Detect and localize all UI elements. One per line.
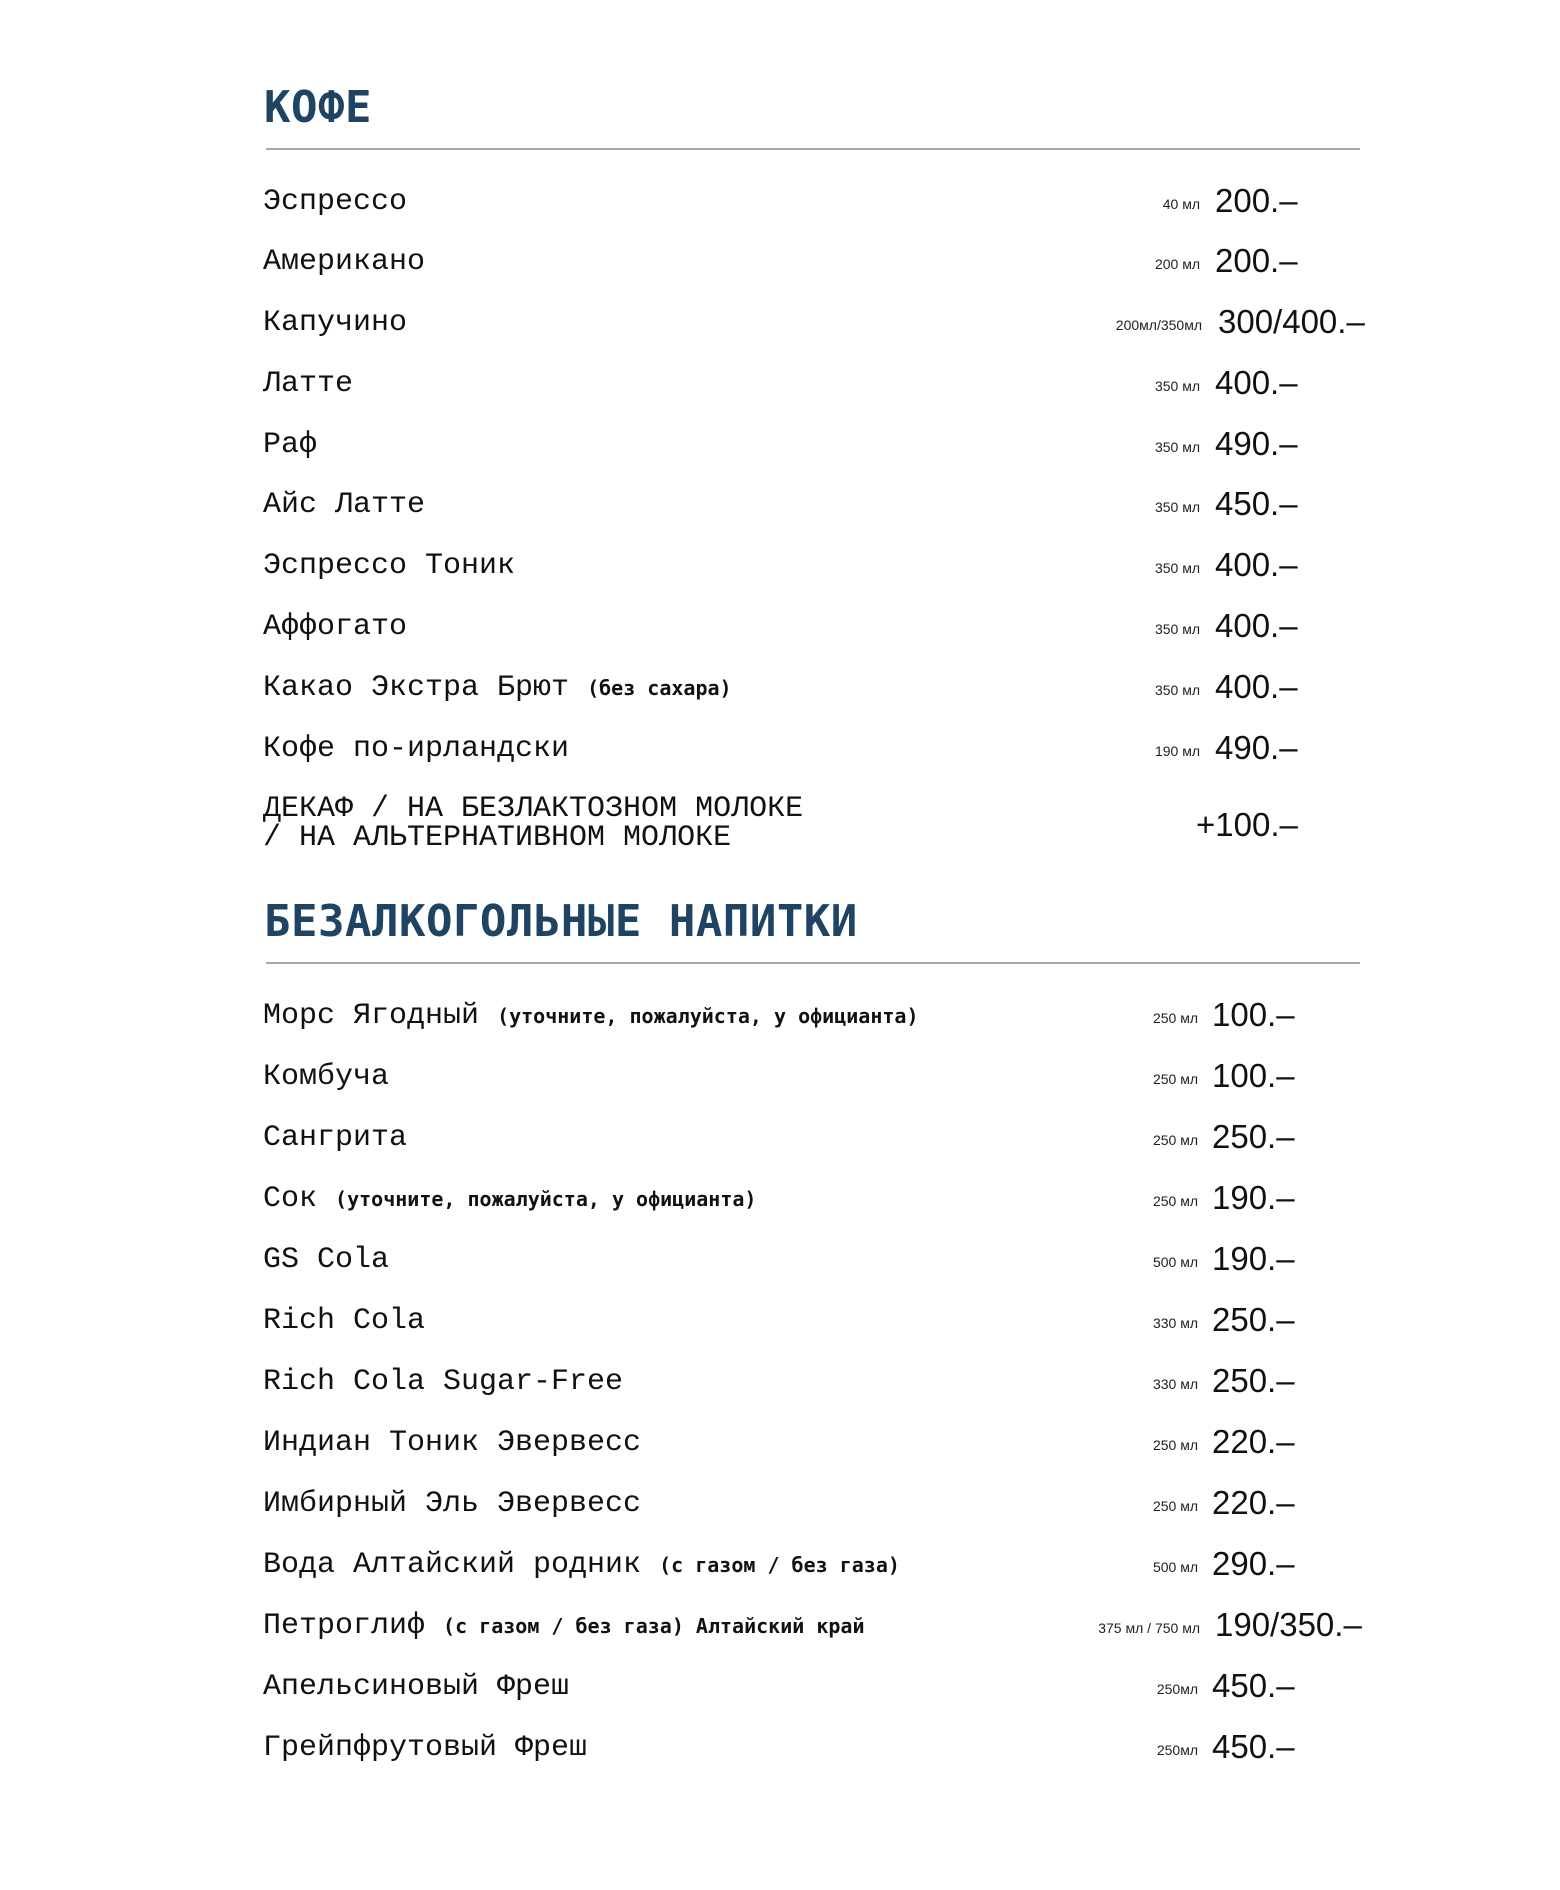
milk-option-price: +100.– [1196,806,1298,843]
menu-item [0,1240,1560,1280]
item-name-wrap [263,1179,756,1219]
item-note: (без сахара) [587,676,732,700]
item-volume: 350 мл [1154,378,1200,394]
item-name: Rich Cola [263,1304,426,1338]
item-price: 250.– [1212,1362,1295,1399]
item-price: 400.– [1215,546,1298,583]
item-volume: 350 мл [1154,439,1200,455]
item-name: Латте [263,367,354,401]
menu-item [0,1423,1560,1463]
menu-item [0,364,1560,404]
menu-item [0,1728,1560,1768]
item-name: Индиан Тоник Эвервесс [263,1426,642,1460]
item-price: 190/350.– [1215,1606,1362,1643]
milk-option-line-2: / НА АЛЬТЕРНАТИВНОМ МОЛОКЕ [263,821,732,855]
item-note: (с газом / без газа) Алтайский край [443,1614,865,1638]
item-price: 100.– [1212,996,1295,1033]
item-price: 400.– [1215,607,1298,644]
item-volume: 190 мл [1154,743,1200,759]
item-name: Айс Латте [263,488,426,522]
item-volume: 250 мл [1152,1437,1198,1453]
menu-item [0,546,1560,586]
item-price: 250.– [1212,1118,1295,1155]
item-price: 490.– [1215,425,1298,462]
menu-item [0,485,1560,525]
item-volume: 350 мл [1154,682,1200,698]
item-price: 100.– [1212,1057,1295,1094]
item-volume: 500 мл [1152,1559,1198,1575]
item-volume: 350 мл [1154,499,1200,515]
coffee-divider [266,148,1360,150]
menu-item [0,1362,1560,1402]
menu-item [0,996,1560,1036]
item-name: Грейпфрутовый Фреш [263,1731,588,1765]
milk-option-line-1: ДЕКАФ / НА БЕЗЛАКТОЗНОМ МОЛОКЕ [263,792,804,826]
menu-item [0,425,1560,465]
item-note: (уточните, пожалуйста, у официанта) [497,1004,919,1028]
item-price: 220.– [1212,1484,1295,1521]
soft-drinks-section-title: БЕЗАЛКОГОЛЬНЫЕ НАПИТКИ [264,896,858,947]
menu-item [0,729,1560,769]
item-volume: 250 мл [1152,1498,1198,1514]
item-name: Апельсиновый Фреш [263,1670,570,1704]
item-volume: 375 мл / 750 мл [1098,1620,1200,1636]
item-volume: 40 мл [1162,196,1200,212]
menu-item [0,242,1560,282]
item-price: 190.– [1212,1179,1295,1216]
item-name: Петроглиф [263,1609,426,1643]
item-price: 200.– [1215,182,1298,219]
item-name: Rich Cola Sugar-Free [263,1365,624,1399]
item-volume: 200 мл [1154,256,1200,272]
menu-item [0,607,1560,647]
item-price: 190.– [1212,1240,1295,1277]
item-name: Эспрессо [263,185,408,219]
item-name-wrap [263,668,732,708]
item-name-wrap [263,1545,900,1585]
item-name-wrap [263,996,919,1036]
item-price: 200.– [1215,242,1298,279]
menu-item [0,1484,1560,1524]
item-price: 450.– [1212,1728,1295,1765]
soft-drinks-divider [266,962,1360,964]
item-name: Капучино [263,306,408,340]
item-name: Какао Экстра Брют [263,671,570,705]
item-note: (уточните, пожалуйста, у официанта) [335,1187,757,1211]
item-price: 400.– [1215,668,1298,705]
item-volume: 250 мл [1152,1193,1198,1209]
item-name: Вода Алтайский родник [263,1548,642,1582]
item-name: Комбуча [263,1060,390,1094]
menu-item [0,668,1560,708]
item-price: 490.– [1215,729,1298,766]
item-volume: 250 мл [1152,1071,1198,1087]
item-name-wrap [263,1606,864,1646]
menu-item [0,1057,1560,1097]
item-volume: 200мл/350мл [1115,317,1202,333]
item-name: Аффогато [263,610,408,644]
item-price: 290.– [1212,1545,1295,1582]
item-volume: 350 мл [1154,621,1200,637]
menu-item [0,1606,1560,1646]
item-name: Раф [263,428,318,462]
item-volume: 250мл [1156,1681,1198,1697]
item-volume: 330 мл [1152,1376,1198,1392]
item-volume: 250 мл [1152,1132,1198,1148]
item-price: 300/400.– [1218,303,1365,340]
menu-item [0,303,1560,343]
item-name: Сок [263,1182,318,1216]
item-volume: 250 мл [1152,1010,1198,1026]
item-volume: 250мл [1156,1742,1198,1758]
item-price: 250.– [1212,1301,1295,1338]
menu-item [0,1179,1560,1219]
coffee-section-title: КОФЕ [264,82,372,133]
item-note: (с газом / без газа) [659,1553,900,1577]
item-price: 450.– [1212,1667,1295,1704]
item-name: Эспрессо Тоник [263,549,516,583]
item-price: 450.– [1215,485,1298,522]
menu-item [0,1301,1560,1341]
menu-item [0,1118,1560,1158]
item-volume: 350 мл [1154,560,1200,576]
item-name: GS Cola [263,1243,390,1277]
item-name: Морс Ягодный [263,999,480,1033]
item-volume: 500 мл [1152,1254,1198,1270]
item-name: Имбирный Эль Эвервесс [263,1487,642,1521]
item-price: 400.– [1215,364,1298,401]
item-name: Кофе по-ирландски [263,732,570,766]
menu-item [0,182,1560,222]
menu-item [0,1545,1560,1585]
item-name: Сангрита [263,1121,408,1155]
item-volume: 330 мл [1152,1315,1198,1331]
item-price: 220.– [1212,1423,1295,1460]
menu-item [0,1667,1560,1707]
item-name: Американо [263,245,426,279]
